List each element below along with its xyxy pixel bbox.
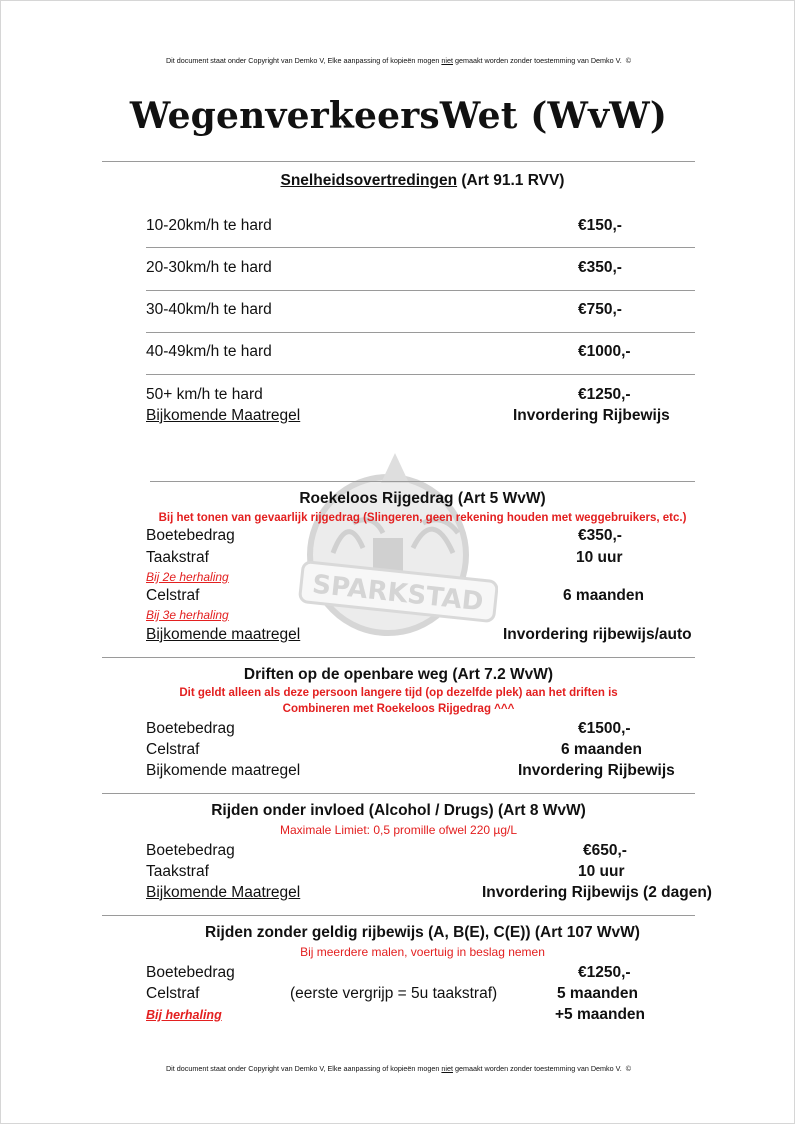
speeding-row-value: €1250,-	[578, 386, 631, 403]
divider	[146, 290, 695, 291]
speeding-row-value: €1000,-	[578, 343, 631, 360]
jail-value: 6 maanden	[561, 741, 642, 758]
section-heading-dui: Rijden onder invloed (Alcohol / Drugs) (Art 8 WvW)	[211, 802, 586, 819]
speeding-row-value: €750,-	[578, 301, 622, 318]
speeding-row-value: €350,-	[578, 259, 622, 276]
speeding-row-label: 20-30km/h te hard	[146, 259, 272, 276]
fine-label: Boetebedrag	[146, 842, 235, 859]
speeding-row-label: 30-40km/h te hard	[146, 301, 272, 318]
extra-measure-label: Bijkomende maatregel	[146, 762, 301, 779]
divider	[146, 374, 695, 375]
extra-measure-label: Bijkomende maatregel	[146, 626, 301, 643]
divider	[102, 793, 695, 794]
service-value: 10 uur	[578, 863, 625, 880]
extra-measure-value: Invordering Rijbewijs	[513, 407, 670, 424]
jail-label: Celstraf	[146, 741, 200, 758]
jail-label: Celstraf	[146, 587, 200, 604]
svg-text:SPARKSTAD: SPARKSTAD	[310, 569, 485, 618]
repeat-2-label: Bij 2e herhaling	[146, 570, 229, 584]
fine-label: Boetebedrag	[146, 964, 235, 981]
jail-label: Celstraf	[146, 985, 200, 1002]
drifting-note-1: Dit geldt alleen als deze persoon langere tijd (op dezelfde plek) aan het driften is	[179, 687, 618, 699]
sparkstad-logo-watermark	[293, 453, 498, 653]
copyright-footer: Dit document staat onder Copyright van Demko V, Elke aanpassing of kopieën mogen niet gemaakt worden zonder toestemming van Demko V. ©	[165, 1064, 632, 1073]
fine-value: €1500,-	[578, 720, 631, 737]
service-value: 10 uur	[576, 549, 623, 566]
divider	[146, 247, 695, 248]
divider	[102, 161, 695, 162]
divider	[102, 657, 695, 658]
repeat-label: Bij herhaling	[146, 1008, 222, 1022]
fine-value: €1250,-	[578, 964, 631, 981]
fine-value: €650,-	[583, 842, 627, 859]
jail-value: 5 maanden	[557, 985, 638, 1002]
section-heading-drifting: Driften op de openbare weg (Art 7.2 WvW)	[243, 666, 554, 683]
section-heading-reckless: Roekeloos Rijgedrag (Art 5 WvW)	[299, 490, 546, 507]
jail-value: 6 maanden	[563, 587, 644, 604]
speeding-row-label: 10-20km/h te hard	[146, 217, 272, 234]
document-title: WegenverkeersWet (WvW)	[129, 95, 668, 137]
extra-measure-value: Invordering rijbewijs/auto	[503, 626, 692, 643]
divider	[150, 481, 695, 482]
repeat-3-label: Bij 3e herhaling	[146, 608, 229, 622]
divider	[146, 332, 695, 333]
extra-measure-value: Invordering Rijbewijs	[518, 762, 675, 779]
fine-label: Boetebedrag	[146, 720, 235, 737]
section-heading-no-license: Rijden zonder geldig rijbewijs (A, B(E), C(E)) (Art 107 WvW)	[205, 924, 640, 941]
speeding-row-label: 40-49km/h te hard	[146, 343, 272, 360]
extra-measure-label: Bijkomende Maatregel	[146, 407, 301, 424]
copyright-header: Dit document staat onder Copyright van Demko V, Elke aanpassing of kopieën mogen niet gemaakt worden zonder toestemming van Demko V. ©	[165, 56, 632, 65]
section-heading-speeding: Snelheidsovertredingen (Art 91.1 RVV)	[280, 172, 565, 189]
service-label: Taakstraf	[146, 549, 209, 566]
fine-label: Boetebedrag	[146, 527, 235, 544]
drifting-note-2: Combineren met Roekeloos Rijgedrag ^^^	[282, 703, 515, 715]
jail-note: (eerste vergrijp = 5u taakstraf)	[290, 985, 498, 1002]
reckless-note: Bij het tonen van gevaarlijk rijgedrag (Slingeren, geen rekening houden met weggebruikers, etc.)	[158, 512, 687, 524]
fine-value: €350,-	[578, 527, 622, 544]
extra-measure-value: Invordering Rijbewijs (2 dagen)	[482, 884, 712, 901]
speeding-row-label: 50+ km/h te hard	[146, 386, 263, 403]
divider	[102, 915, 695, 916]
no-license-note: Bij meerdere malen, voertuig in beslag nemen	[300, 945, 545, 959]
speeding-row-value: €150,-	[578, 217, 622, 234]
repeat-value: +5 maanden	[555, 1006, 646, 1023]
service-label: Taakstraf	[146, 863, 209, 880]
dui-note: Maximale Limiet: 0,5 promille ofwel 220 µg/L	[279, 823, 518, 837]
extra-measure-label: Bijkomende Maatregel	[146, 884, 301, 901]
